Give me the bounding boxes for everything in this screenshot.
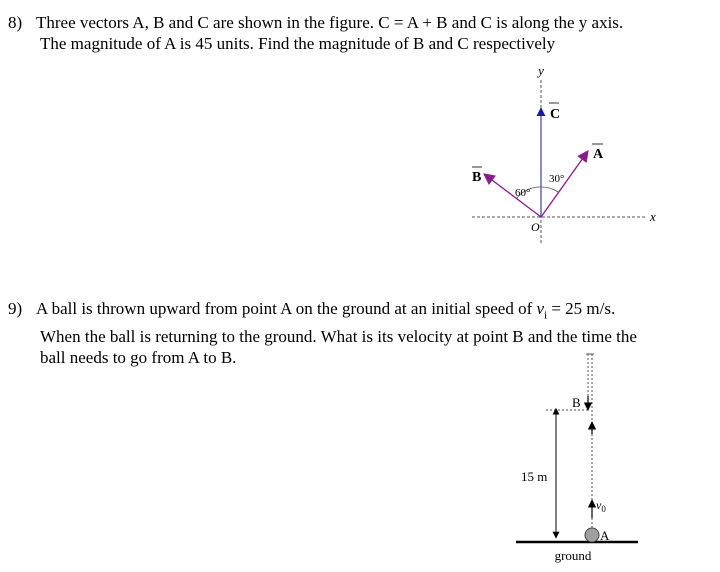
- velocity-symbol: v: [536, 299, 545, 318]
- question-9-text-line1-end: = 25 m/s.: [547, 299, 616, 318]
- ball-diagram: [510, 350, 650, 572]
- ball: [585, 528, 599, 542]
- v0-symbol: v: [596, 498, 602, 512]
- vector-a-label: A: [593, 147, 604, 162]
- question-9-text-line3: ball needs to go from A to B.: [40, 348, 237, 368]
- question-9-text-line1-start: A ball is thrown upward from point A on the ground at an initial speed of: [36, 299, 537, 318]
- x-axis-label: x: [650, 209, 656, 224]
- point-a-label: A: [600, 528, 610, 543]
- angle-b-label: 60°: [515, 187, 531, 199]
- ground-label: ground: [554, 548, 592, 563]
- vector-b-arrow: [484, 174, 541, 217]
- v0-label: [596, 498, 606, 514]
- y-axis-label: y: [538, 63, 544, 78]
- vector-c-label: C: [550, 107, 561, 122]
- question-8-text-line1: Three vectors A, B and C are shown in the figure. C = A + B and C is along the y axis.: [36, 13, 624, 32]
- v0-subscript: 0: [601, 504, 606, 514]
- angle-a-label: 30°: [549, 173, 565, 185]
- vector-diagram: [460, 60, 680, 250]
- origin-label: O: [531, 220, 540, 234]
- point-b-label: B: [572, 395, 581, 410]
- question-8: [8, 12, 708, 54]
- velocity-subscript: i: [544, 309, 548, 322]
- question-8-number: 8): [8, 13, 23, 32]
- question-9-text-line2: When the ball is returning to the ground. What is its velocity at point B and the time the: [40, 327, 637, 347]
- angle-arc-a: [541, 187, 558, 192]
- vector-b-label: B: [472, 170, 482, 185]
- question-9-number: 9): [8, 299, 23, 318]
- height-label: 15 m: [521, 469, 548, 484]
- question-8-text-line2: The magnitude of A is 45 units. Find the magnitude of B and C respectively: [40, 34, 556, 53]
